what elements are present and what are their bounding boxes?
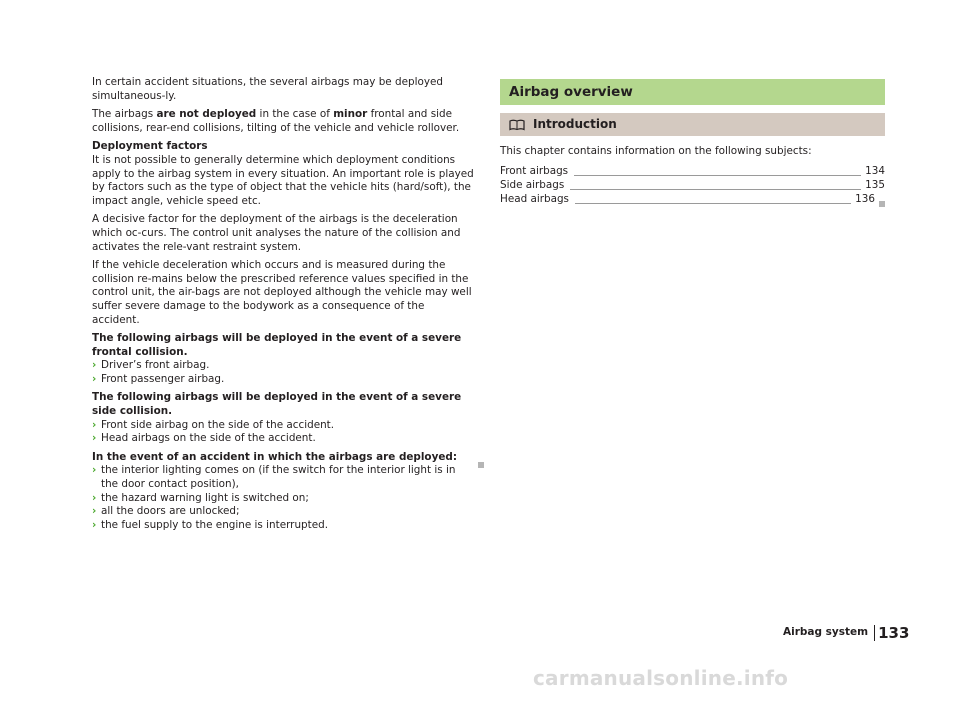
heading-frontal-collision: The following airbags will be deployed in the event of a severe frontal collision.: [92, 332, 462, 358]
chevron-right-icon: ›: [92, 491, 97, 504]
paragraph-deployment-conditions: It is not possible to generally determine which deployment conditions apply to the airbag system in every situation. An important role is played by factors such as the type of object that the vehicle hits (hard/soft), the impact angle, vehicle speed etc.: [92, 153, 474, 207]
chevron-right-icon: ›: [92, 418, 97, 431]
subsection-title: Introduction: [533, 117, 617, 131]
chevron-right-icon: ›: [92, 505, 97, 518]
list-frontal: [92, 359, 475, 386]
page-number: 133: [874, 625, 909, 641]
page-footer: [783, 625, 909, 641]
toc-list: [500, 165, 885, 207]
list-item: [92, 492, 475, 506]
subsection-header: [500, 113, 885, 136]
toc-page: 135: [865, 179, 885, 191]
list-item-text: Driver’s front airbag.: [101, 359, 210, 372]
heading-side-collision: The following airbags will be deployed in the event of a severe side collision.: [92, 391, 462, 418]
chevron-right-icon: ›: [92, 359, 97, 372]
toc-label: Head airbags: [500, 193, 569, 205]
text-run: in the case of: [256, 108, 334, 121]
list-item-text: the interior lighting comes on (if the switch for the interior light is in the door contact position),: [101, 464, 456, 491]
chevron-right-icon: ›: [92, 372, 97, 385]
chevron-right-icon: ›: [92, 518, 97, 531]
toc-row[interactable]: [500, 193, 885, 207]
list-item-text: Front side airbag on the side of the accident.: [101, 418, 335, 431]
list-item: [92, 519, 475, 533]
chevron-right-icon: ›: [92, 432, 97, 445]
text-run: The airbags: [92, 108, 157, 121]
list-item: [92, 419, 475, 433]
bold-run: are not deployed: [156, 108, 257, 121]
toc-leader: [575, 203, 851, 204]
toc-label: Side airbags: [500, 179, 565, 191]
list-item: [92, 359, 475, 373]
text-run: frontal and side collisions, rear-end collisions, tilting of the vehicle and vehicle rollover.: [92, 108, 460, 134]
list-item-text: Head airbags on the side of the accident.: [101, 432, 316, 445]
list-item-text: the hazard warning light is switched on;: [101, 491, 309, 504]
list-item-text: all the doors are unlocked;: [101, 505, 240, 518]
watermark: carmanualsonline.info: [533, 666, 789, 690]
section-end-mark-icon: [879, 201, 885, 207]
list-item-text: Front passenger airbag.: [101, 372, 225, 385]
footer-chapter-title: Airbag system: [783, 626, 869, 639]
toc-leader: [570, 189, 861, 190]
toc-label: Front airbags: [500, 165, 569, 177]
list-item: [92, 505, 475, 519]
list-item: [92, 432, 475, 446]
toc-row[interactable]: [500, 165, 885, 179]
intro-text: This chapter contains information on the following subjects:: [500, 145, 812, 157]
chevron-right-icon: ›: [92, 464, 97, 477]
paragraph-reference-values: If the vehicle deceleration which occurs and is measured during the collision re-mains below the prescribed reference values specified in the control unit, the air-bags are not deployed although the vehicle may well suffer severe damage to the bodywork as a consequence of the accident.: [92, 259, 472, 326]
section-end-mark-icon: [478, 462, 484, 468]
list-item: [92, 464, 475, 491]
toc-page: 134: [865, 165, 885, 177]
toc-page: 136: [855, 193, 875, 205]
list-side: [92, 419, 475, 446]
paragraph-simultaneous: In certain accident situations, the several airbags may be deployed simultaneous-ly.: [92, 76, 443, 102]
section-title: Airbag overview: [500, 79, 885, 105]
right-column: [500, 79, 885, 207]
heading-event-deployed: In the event of an accident in which the airbags are deployed:: [92, 450, 457, 463]
heading-deployment-factors: Deployment factors: [92, 140, 208, 153]
bold-run: minor: [333, 108, 368, 121]
list-item-text: the fuel supply to the engine is interrupted.: [101, 518, 328, 531]
toc-leader: [574, 175, 861, 176]
paragraph-not-deployed: [92, 108, 475, 135]
left-column: [92, 76, 475, 537]
book-icon: [509, 119, 525, 131]
paragraph-deceleration: A decisive factor for the deployment of the airbags is the deceleration which oc-curs. The control unit analyses the nature of the collision and activates the rele-vant restraint system.: [92, 213, 461, 253]
list-event: [92, 464, 475, 532]
list-item: [92, 373, 475, 387]
toc-row[interactable]: [500, 179, 885, 193]
